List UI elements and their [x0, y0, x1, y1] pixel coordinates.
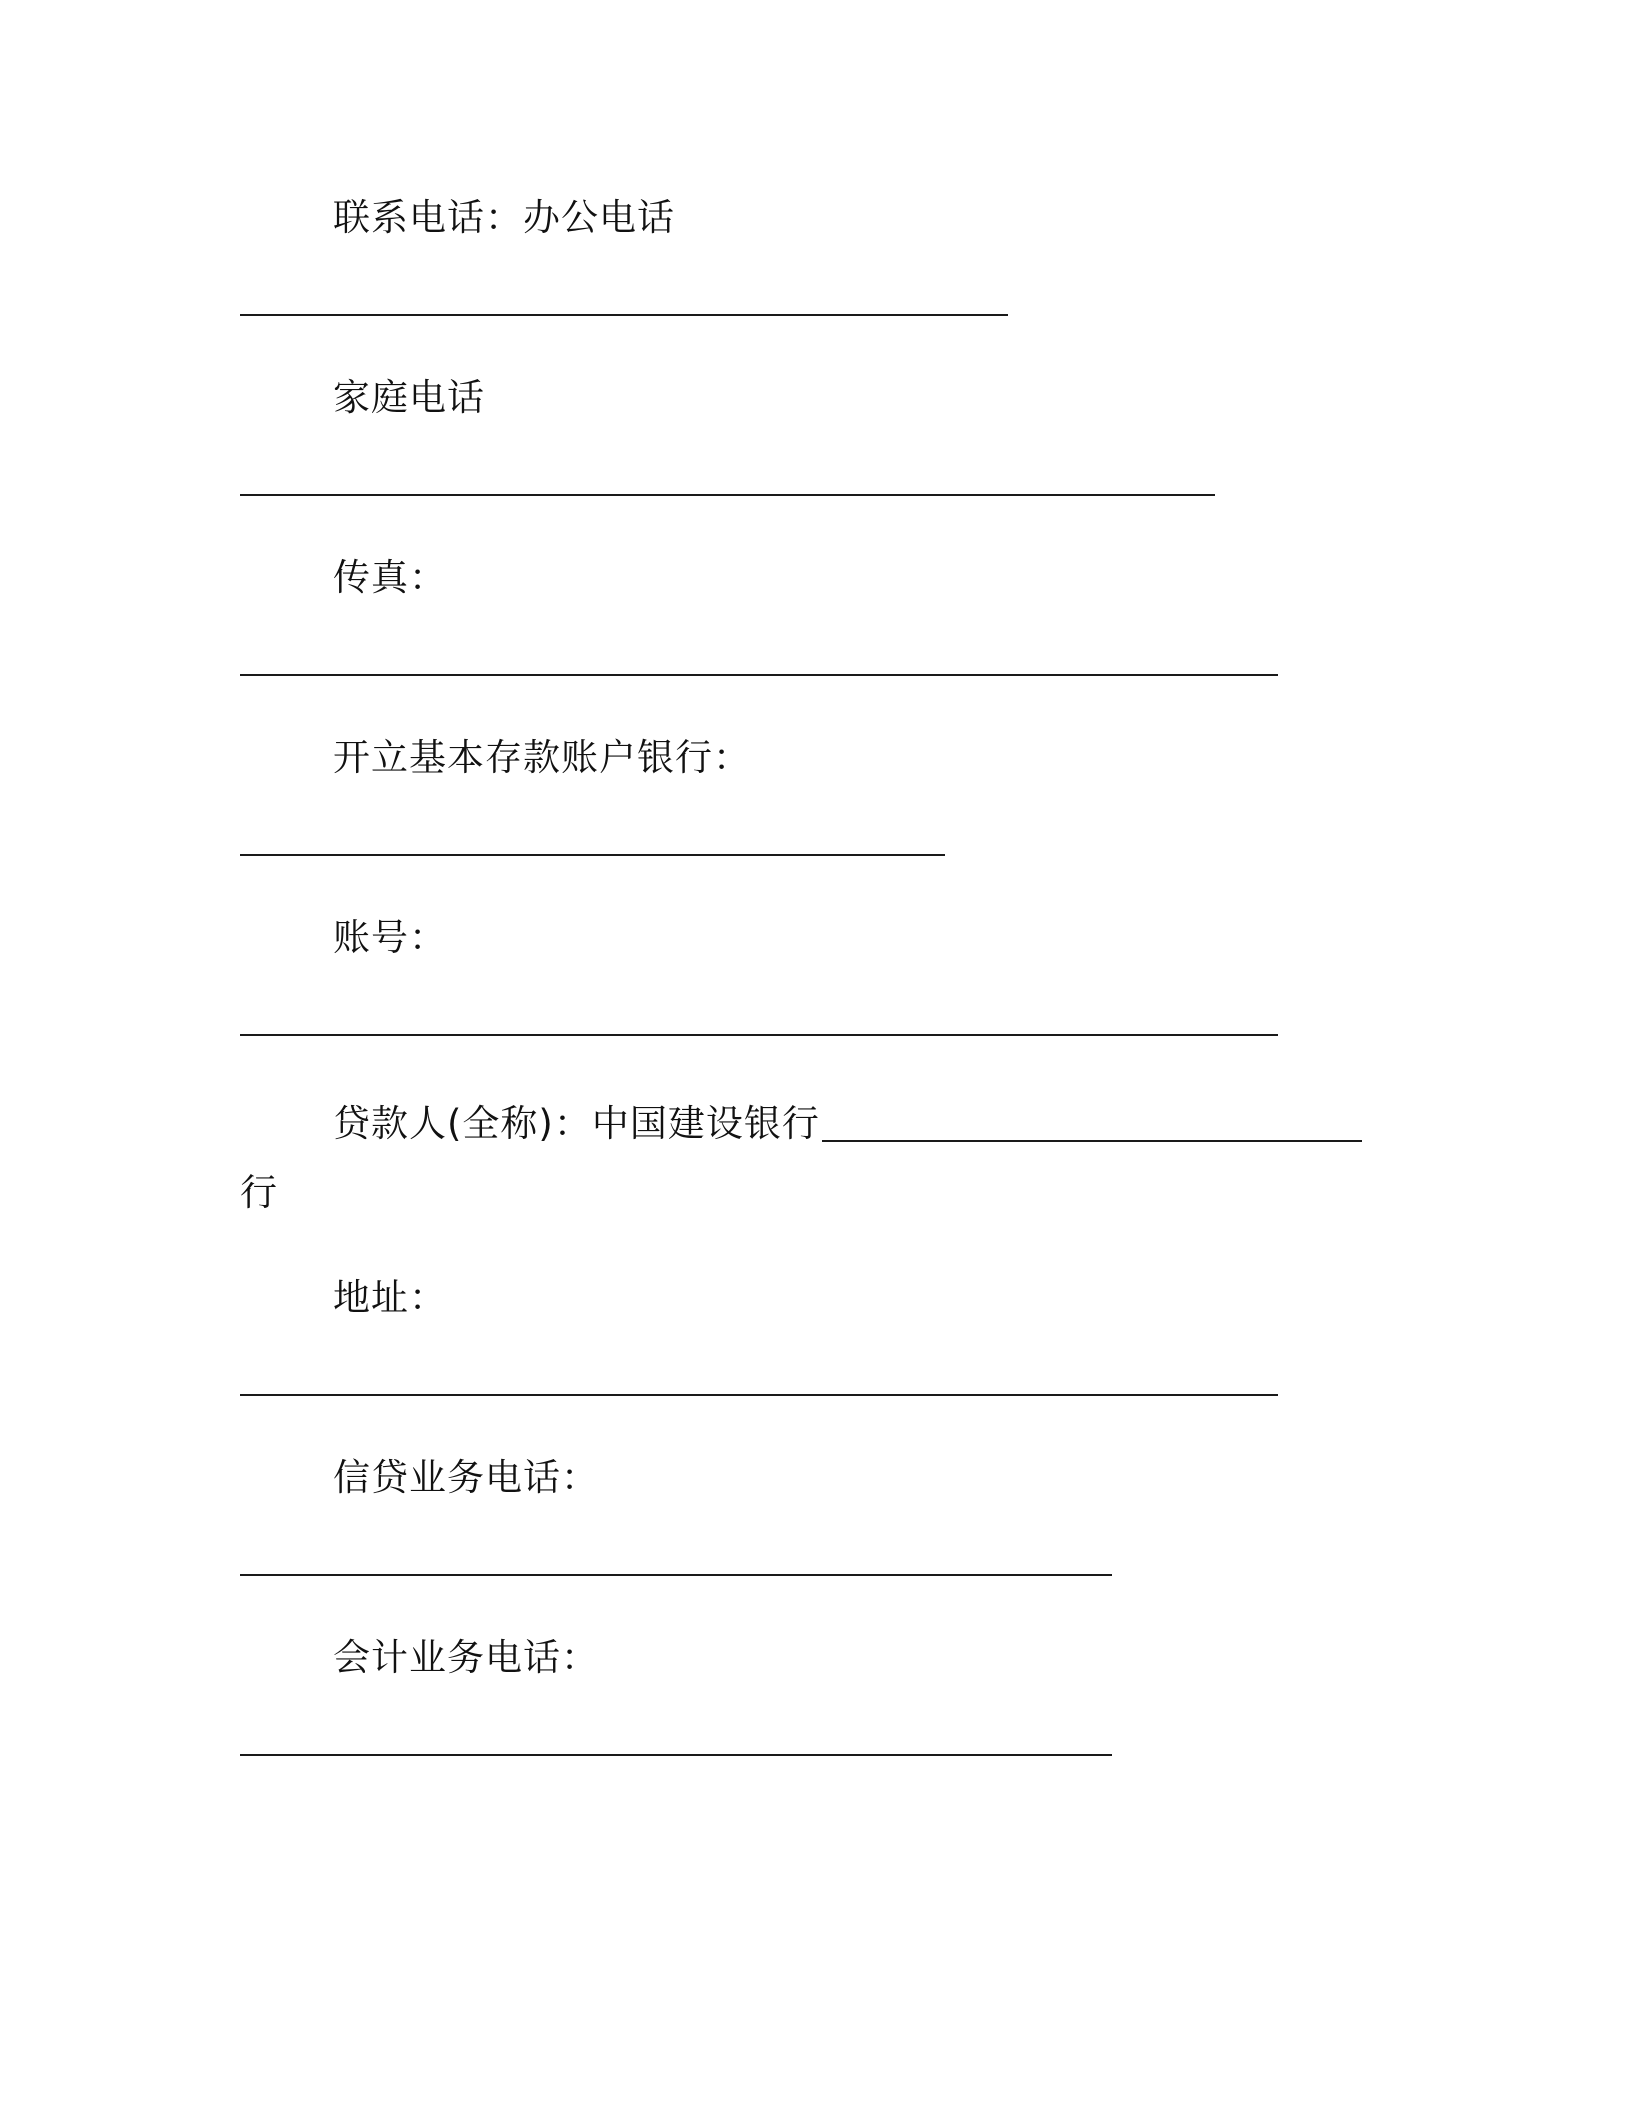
lender-suffix: 行	[240, 1171, 277, 1214]
home-phone-label: 家庭电话	[333, 376, 485, 419]
fax-label: 传真：	[333, 556, 447, 599]
address-blank-line[interactable]	[240, 1394, 1278, 1396]
account-label: 账号：	[333, 916, 447, 959]
lender-label: 贷款人(全称)：中国建设银行	[333, 1102, 820, 1145]
credit-phone-label: 信贷业务电话：	[333, 1456, 599, 1499]
accounting-phone-label: 会计业务电话：	[333, 1636, 599, 1679]
bank-label: 开立基本存款账户银行：	[333, 736, 751, 779]
lender-branch-blank-line[interactable]	[822, 1140, 1362, 1142]
accounting-phone-blank-line[interactable]	[240, 1754, 1112, 1756]
contact-phone-label: 联系电话：办公电话	[333, 196, 675, 239]
lender-label-line	[333, 1099, 1362, 1149]
home-phone-blank-line[interactable]	[240, 494, 1215, 496]
account-blank-line[interactable]	[240, 1034, 1278, 1036]
fax-blank-line[interactable]	[240, 674, 1278, 676]
contact-phone-blank-line[interactable]	[240, 314, 1008, 316]
address-label: 地址：	[333, 1276, 447, 1319]
credit-phone-blank-line[interactable]	[240, 1574, 1112, 1576]
bank-blank-line[interactable]	[240, 854, 945, 856]
